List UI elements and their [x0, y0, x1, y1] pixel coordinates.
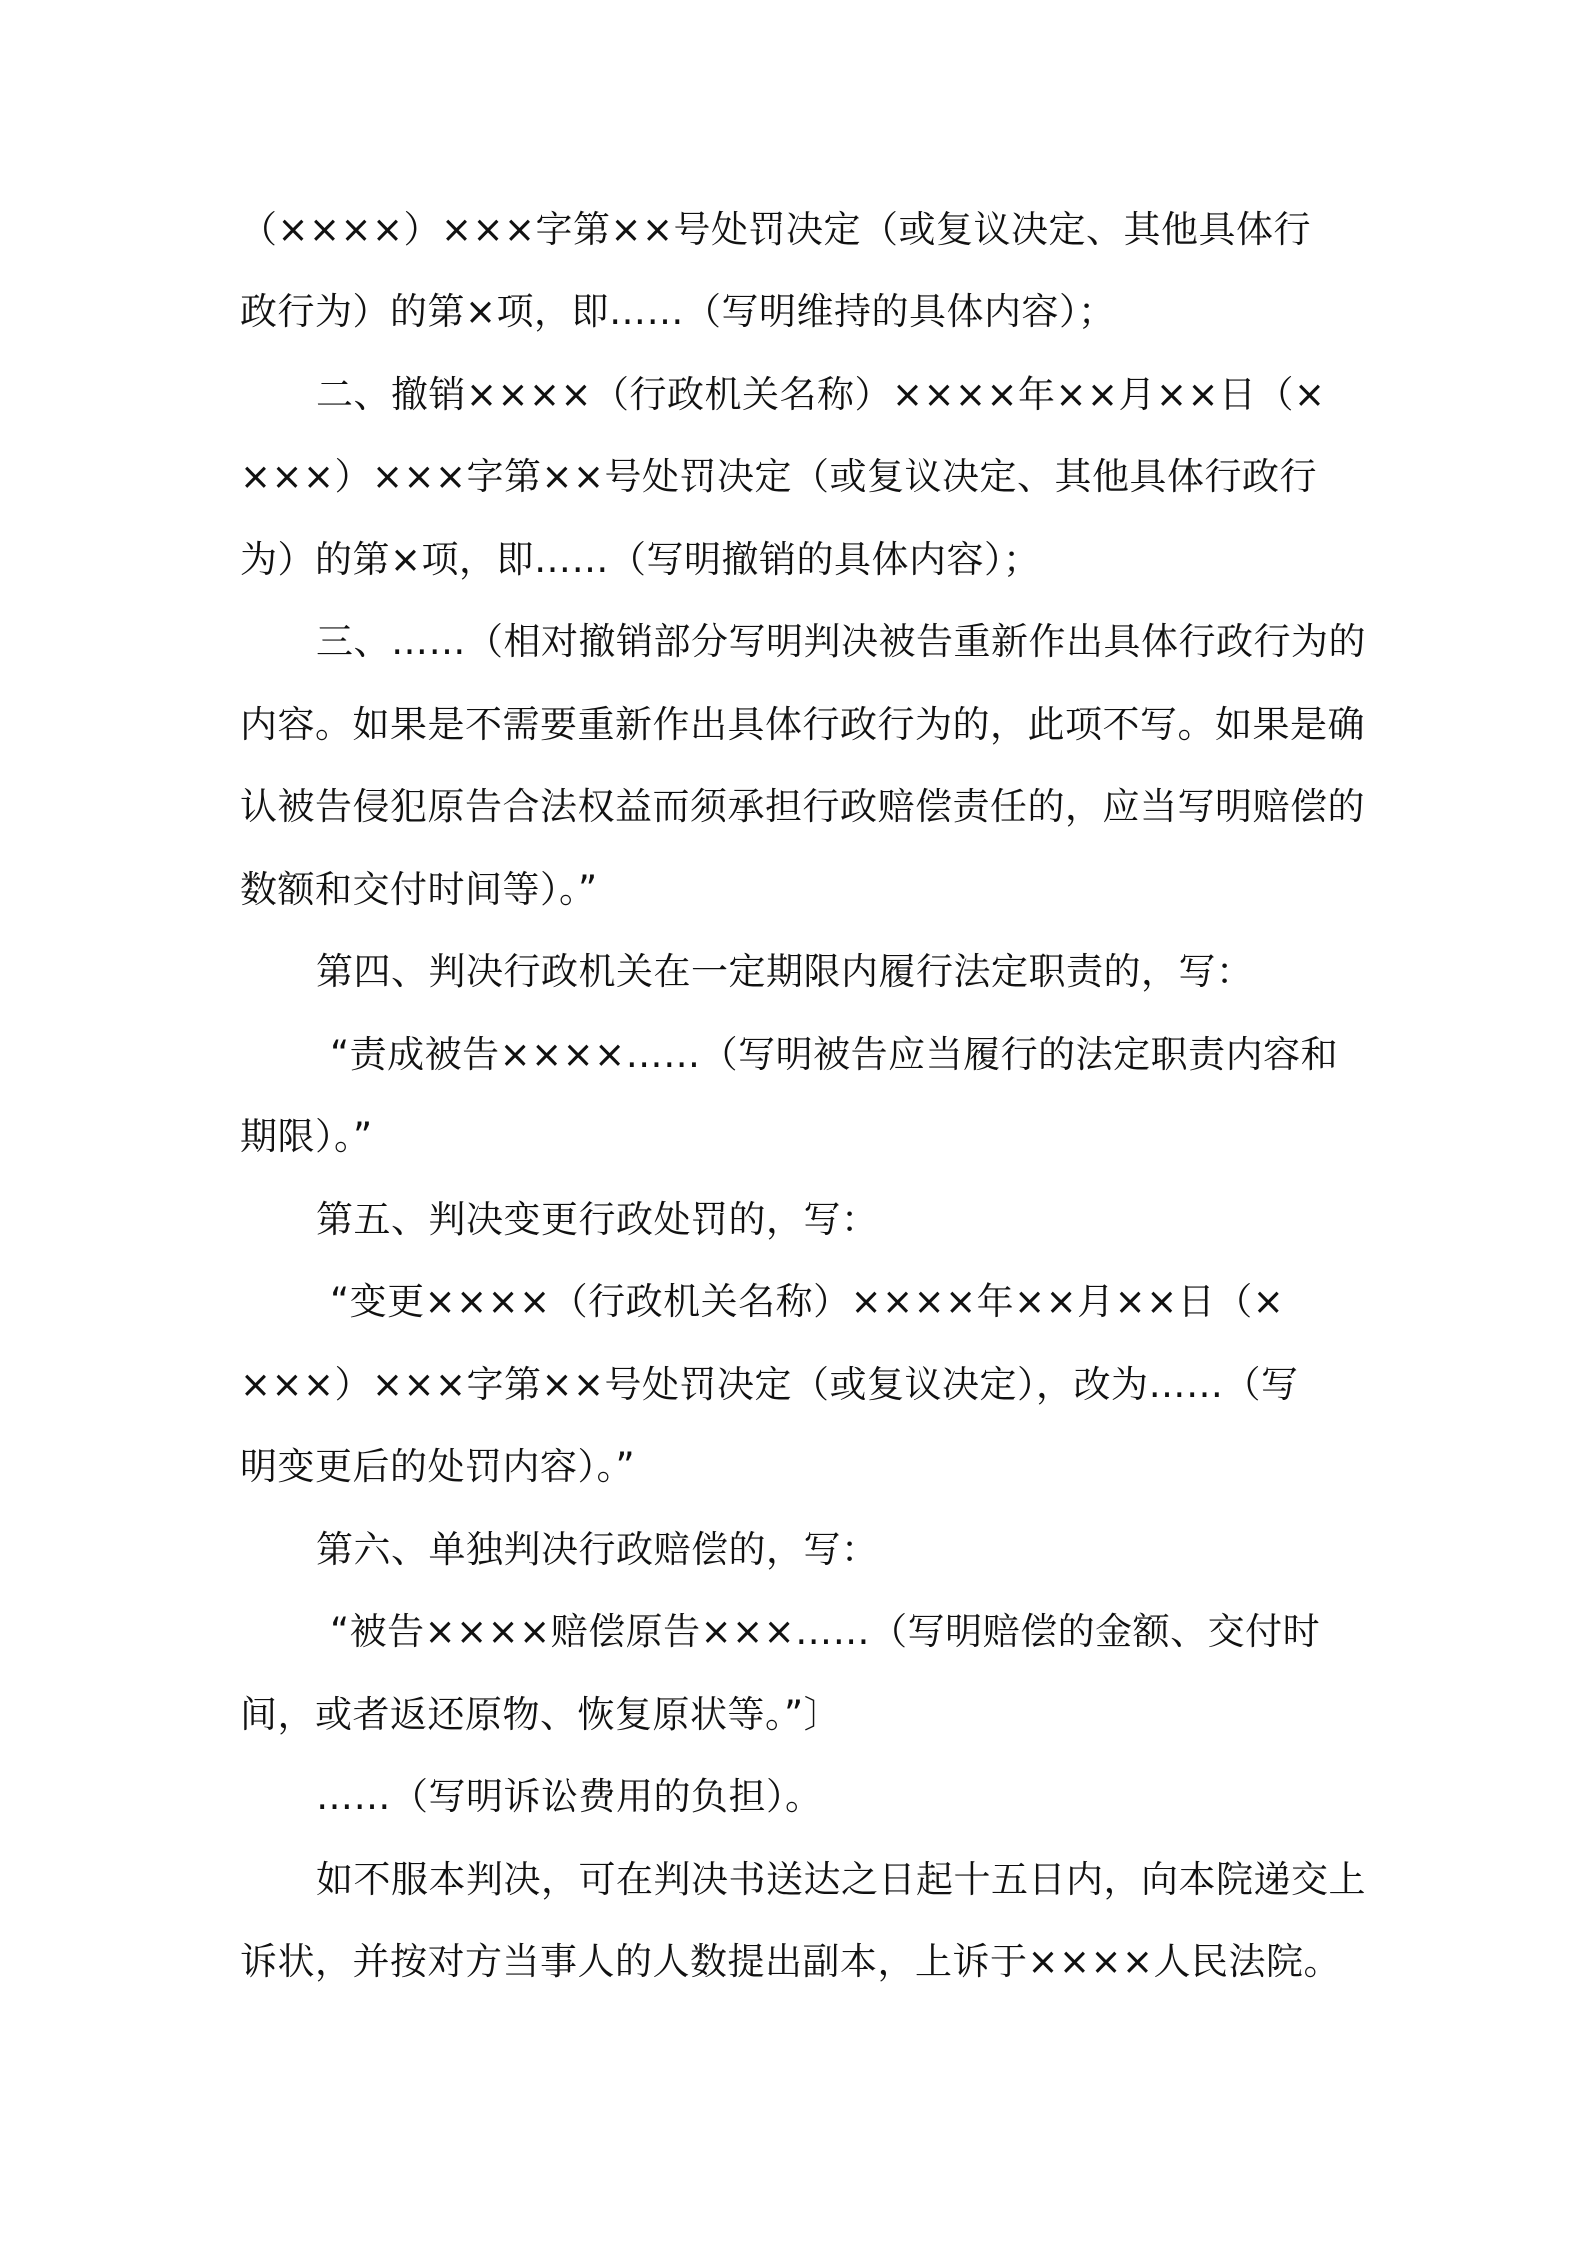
text-line: 二、撤销××××（行政机关名称）××××年××月××日（× — [316, 373, 1326, 416]
text-line: ×××）×××字第××号处罚决定（或复议决定），改为……（写 — [240, 1363, 1299, 1406]
text-line: 第六、单独判决行政赔偿的，写： — [316, 1528, 879, 1571]
text-line: 政行为）的第×项，即……（写明维持的具体内容）； — [240, 290, 1116, 333]
text-line: “变更××××（行政机关名称）××××年××月××日（× — [330, 1280, 1285, 1323]
text-line: 间，或者返还原物、恢复原状等。”〕 — [240, 1693, 842, 1736]
text-line: 明变更后的处罚内容）。” — [240, 1445, 636, 1488]
text-line: ×××）×××字第××号处罚决定（或复议决定、其他具体行政行 — [240, 455, 1318, 498]
text-line: 第四、判决行政机关在一定期限内履行法定职责的，写： — [316, 950, 1254, 993]
text-line: 数额和交付时间等）。” — [240, 868, 598, 911]
text-line: “被告××××赔偿原告×××……（写明赔偿的金额、交付时 — [330, 1610, 1321, 1653]
text-line: 如不服本判决，可在判决书送达之日起十五日内，向本院递交上 — [316, 1858, 1366, 1901]
text-line: 三、……（相对撤销部分写明判决被告重新作出具体行政行为的 — [316, 620, 1366, 663]
text-line: （××××）×××字第××号处罚决定（或复议决定、其他具体行 — [240, 208, 1312, 251]
text-line: 诉状，并按对方当事人的人数提出副本，上诉于××××人民法院。 — [240, 1940, 1342, 1983]
text-line: “责成被告××××……（写明被告应当履行的法定职责内容和 — [330, 1033, 1339, 1076]
text-line: 第五、判决变更行政处罚的，写： — [316, 1198, 879, 1241]
text-line: 为）的第×项，即……（写明撤销的具体内容）； — [240, 538, 1041, 581]
text-line: ……（写明诉讼费用的负担）。 — [316, 1775, 823, 1818]
text-line: 认被告侵犯原告合法权益而须承担行政赔偿责任的，应当写明赔偿的 — [240, 785, 1365, 828]
text-line: 内容。如果是不需要重新作出具体行政行为的，此项不写。如果是确 — [240, 703, 1365, 746]
text-line: 期限）。” — [240, 1115, 373, 1158]
